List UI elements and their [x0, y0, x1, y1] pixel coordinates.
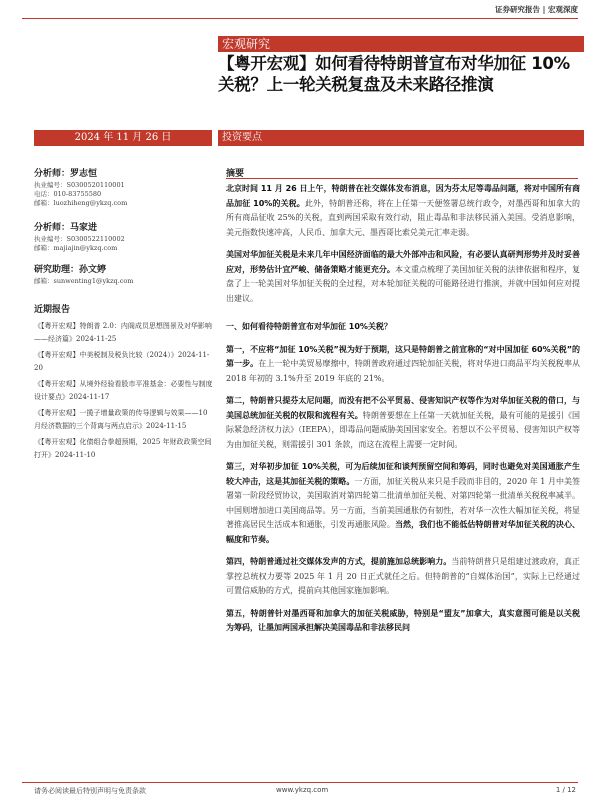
analyst-name: 孙文婷 — [79, 265, 107, 275]
body-text: 在上一轮中美贸易摩擦中，特朗普政府通过四轮加征关税，将对华进口商品平均关税税率从 2018 年初的 3.1%升至 2019 年底的 21%。 — [226, 359, 580, 383]
bold-lead: 第一，不应将“加征 10%关税”视为好于预期，这只是特朗普之前宣称的“对中国加征 60%关税”的第一步。 — [226, 344, 580, 368]
recent-report-item[interactable]: 《【粤开宏观】中美税制及税负比较（2024）》2024-11-20 — [34, 351, 210, 372]
paragraph — [226, 607, 580, 636]
recent-report-item[interactable]: 《【粤开宏观】化债组合拳超预期，2025 年财政政策空间打开》2024-11-10 — [34, 438, 212, 459]
bold-lead: 第四，特朗普通过社交媒体发声的方式，提前施加总统影响力。 — [226, 557, 452, 566]
bold-lead: 第三，对华初步加征 10%关税，可为后续加征和谈判预留空间和筹码，同时也避免对美国通胀产生较大冲击，这是其加征关税的策略。 — [226, 462, 580, 486]
header-tag: 证券研究报告 | 宏观深度 — [495, 5, 578, 14]
body-text: 本文重点梳理了美国加征关税的法律依据和程序，复盘了上一轮美国对华加征关税的全过程，对本轮加征关税的可能路径进行推演，并就中国如何应对提出建议。 — [226, 264, 581, 303]
paragraph — [226, 248, 580, 306]
analyst-1 — [34, 168, 127, 208]
analyst-role: 研究助理： — [34, 265, 80, 275]
recent-report-item[interactable]: 《【粤开宏观】特朗普 2.0：内阁成员思想图景及对华影响——经济篇》2024-11-25 — [34, 322, 212, 343]
analyst-line: 执业编号：S0300522110002 — [34, 235, 125, 243]
footer-rule — [22, 782, 578, 783]
body-text: 此外，特朗普还称，将在上任第一天便签署总统行政令，对墨西哥和加拿大的所有商品征收 25%的关税，直到两国采取有效行动，阻止毒品和非法移民涌入美国。受消息影响，美元指数快速冲高，人民币、加拿大元、墨西哥比索兑美元汇率走弱。 — [226, 198, 581, 237]
bold-lead: 美国对华加征关税是未来几年中国经济面临的最大外部冲击和风险，有必要认真研判形势并及时妥善应对，形势估计宜严峻、储备策略才能更充分。 — [226, 250, 580, 274]
analyst-line: 邮箱：sunwenting1@ykzq.com — [34, 277, 134, 285]
bold-lead: 第五，特朗普针对墨西哥和加拿大的加征关税威胁，特别是“盟友”加拿大，真实意图可能是以关税为筹码，让墨加两国承担解决美国毒品和非法移民问 — [226, 608, 580, 632]
paragraph — [226, 343, 580, 387]
analyst-name: 马家进 — [70, 223, 98, 233]
date-bar: 2024 年 11 月 26 日 — [34, 130, 212, 146]
key-points-bar: 投资要点 — [218, 130, 584, 146]
body-text: 一方面，加征关税从来只是手段而非目的，2020 年 1 月中美签署第一阶段经贸协议，美国取消对第四轮第二批清单加征关税、对第四轮第一批清单关税税率减半。中国则增加进口美国商品等。另一方面，当前美国通胀仍有韧性，若对华一次性大幅加征关税，将显著推高居民生活成本和通胀，引发再通胀风险。 — [226, 476, 581, 529]
analyst-name: 罗志恒 — [70, 169, 98, 179]
header-rule — [22, 18, 578, 19]
footer-site[interactable]: www.ykzq.com — [276, 786, 329, 794]
analyst-line: 执业编号：S0300520110001 — [34, 181, 125, 189]
recent-reports-title: 近期报告 — [34, 305, 71, 315]
analyst-line: 电话：010-83755580 — [34, 190, 102, 198]
section-heading: 一、如何看待特朗普宣布对华加征 10%关税？ — [226, 322, 392, 331]
analyst-line: 邮箱：majiajin@ykzq.com — [34, 244, 118, 252]
paragraph — [226, 394, 580, 452]
recent-reports-list — [34, 320, 214, 465]
analyst-role: 分析师： — [34, 169, 71, 179]
paragraph — [226, 460, 580, 547]
recent-report-item[interactable]: 《【粤开宏观】从境外经验看股市平准基金：必要性与制度设计要点》2024-11-17 — [34, 380, 213, 401]
analyst-2 — [34, 222, 125, 253]
page-number: 1 / 12 — [555, 786, 576, 794]
recent-report-item[interactable]: 《【粤开宏观】一揽子增量政策的传导逻辑与效果——10 月经济数据的三个背离与两点启示》2024-11-15 — [34, 409, 208, 430]
analyst-role: 分析师： — [34, 223, 71, 233]
paragraph — [226, 555, 580, 599]
analyst-line: 邮箱：luozhiheng@ykzq.com — [34, 199, 128, 207]
bold-lead: 北京时间 11 月 26 日上午，特朗普在社交媒体发布消息，因为芬太尼等毒品问题，将对中国所有商品加征 10%的关税。 — [226, 184, 580, 208]
research-assistant — [34, 264, 133, 286]
abstract-label: 摘要 — [226, 169, 245, 179]
section-bar: 宏观研究 — [218, 36, 584, 52]
footer-disclaimer[interactable]: 请务必阅读最后特别声明与免责条款 — [34, 787, 146, 795]
report-title: 【粤开宏观】如何看待特朗普宣布对华加征 10%关税？上一轮关税复盘及未来路径推演 — [218, 54, 570, 94]
abstract-rule — [226, 178, 578, 179]
body-text: 当前特朗普只是组建过渡政府，真正掌控总统权力要等 2025 年 1 月 20 日正式就任之后。但特朗普的“自媒体治国”，实际上已经通过可置信威胁的方式，提前向其他国家施加影响。 — [226, 557, 581, 595]
bold-tail: 当然，我们也不能低估特朗普对华加征关税的决心、幅度和节奏。 — [226, 520, 581, 544]
body-text: 特朗普要想在上任第一天就加征关税，最有可能的是援引《国际紧急经济权力法》（IEEPA），即毒品问题威胁美国国家安全。若想以不公平贸易、侵害知识产权等为由加征关税，则需援引 301 条款，而这在流程上需要一定时间。 — [226, 410, 581, 449]
paragraph — [226, 182, 580, 240]
main-body — [226, 182, 580, 644]
bold-lead: 第二，特朗普只提芬太尼问题，而没有把不公平贸易、侵害知识产权等作为对华加征关税的借口，与美国总统加征关税的权限和流程有关。 — [226, 396, 580, 420]
